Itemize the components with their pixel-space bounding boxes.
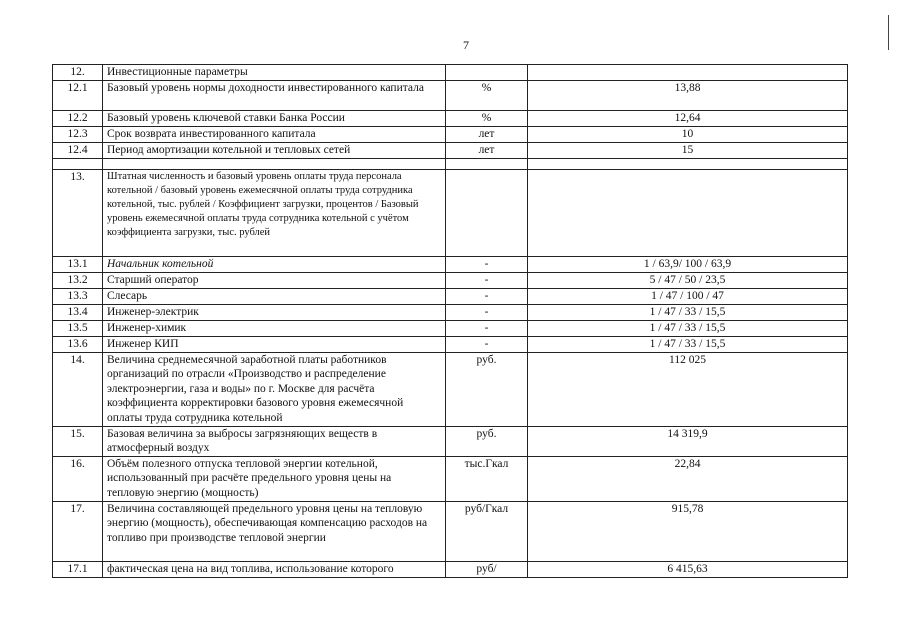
- row-name: Объём полезного отпуска тепловой энергии котельной, использованный при расчёте предельного уровня цены на тепловую энергию (мощность): [103, 456, 446, 501]
- row-number: 12.4: [53, 142, 103, 158]
- row-name: Инженер КИП: [103, 336, 446, 352]
- row-unit: -: [446, 272, 528, 288]
- page-edge-line: [888, 15, 889, 50]
- row-unit: %: [446, 110, 528, 126]
- row-value: [528, 65, 848, 81]
- table-row: [53, 320, 848, 336]
- row-number: 12.1: [53, 80, 103, 110]
- table-row: [53, 288, 848, 304]
- row-value: 915,78: [528, 501, 848, 561]
- row-value: 112 025: [528, 352, 848, 426]
- row-unit: %: [446, 80, 528, 110]
- row-unit: руб/: [446, 561, 528, 577]
- table-row: [53, 501, 848, 561]
- row-unit: -: [446, 288, 528, 304]
- table-row: [53, 561, 848, 577]
- row-name: Базовая величина за выбросы загрязняющих веществ в атмосферный воздух: [103, 426, 446, 456]
- row-unit: руб/Гкал: [446, 501, 528, 561]
- row-unit: [446, 65, 528, 81]
- row-value: 1 / 47 / 33 / 15,5: [528, 304, 848, 320]
- row-name: Величина среднемесячной заработной платы работников организаций по отрасли «Производство и распределение электроэнергии, газа и воды» по г. Москве для расчёта коэффициента корректировки базового уровня ежемесячной оплаты труда сотрудника котельной: [103, 352, 446, 426]
- table-row: [53, 80, 848, 110]
- row-value: 1 / 47 / 33 / 15,5: [528, 336, 848, 352]
- table-row: [53, 304, 848, 320]
- row-name: Срок возврата инвестированного капитала: [103, 126, 446, 142]
- row-number: 13.: [53, 169, 103, 256]
- row-name: Базовый уровень ключевой ставки Банка России: [103, 110, 446, 126]
- table-row: [53, 110, 848, 126]
- row-number: 13.1: [53, 256, 103, 272]
- row-unit: лет: [446, 142, 528, 158]
- row-value: 12,64: [528, 110, 848, 126]
- row-number: 15.: [53, 426, 103, 456]
- row-number: 17.1: [53, 561, 103, 577]
- table-row: [53, 456, 848, 501]
- row-number: 17.: [53, 501, 103, 561]
- row-value: 1 / 63,9/ 100 / 63,9: [528, 256, 848, 272]
- row-unit: лет: [446, 126, 528, 142]
- row-number: 13.5: [53, 320, 103, 336]
- row-value: 6 415,63: [528, 561, 848, 577]
- row-number: 13.4: [53, 304, 103, 320]
- row-name: Величина составляющей предельного уровня цены на тепловую энергию (мощность), обеспечивающая компенсацию расходов на топливо при производстве тепловой энергии: [103, 501, 446, 561]
- row-value: 1 / 47 / 33 / 15,5: [528, 320, 848, 336]
- row-unit: -: [446, 256, 528, 272]
- page-number: 7: [463, 38, 469, 52]
- row-number: 14.: [53, 352, 103, 426]
- row-number: 12.2: [53, 110, 103, 126]
- row-name: Старший оператор: [103, 272, 446, 288]
- row-name: Слесарь: [103, 288, 446, 304]
- row-value: 22,84: [528, 456, 848, 501]
- row-name: Период амортизации котельной и тепловых сетей: [103, 142, 446, 158]
- row-value: 1 / 47 / 100 / 47: [528, 288, 848, 304]
- row-number: 16.: [53, 456, 103, 501]
- row-unit: -: [446, 320, 528, 336]
- row-name: Начальник котельной: [103, 256, 446, 272]
- row-name: Инвестиционные параметры: [103, 65, 446, 81]
- row-unit: -: [446, 336, 528, 352]
- table-row: [53, 426, 848, 456]
- parameters-table: [52, 64, 848, 578]
- table-row: [53, 142, 848, 158]
- row-value: [528, 169, 848, 256]
- row-unit: руб.: [446, 352, 528, 426]
- row-unit: -: [446, 304, 528, 320]
- row-unit: тыс.Гкал: [446, 456, 528, 501]
- table-row: [53, 272, 848, 288]
- row-value: 13,88: [528, 80, 848, 110]
- row-number: 12.3: [53, 126, 103, 142]
- table-row: [53, 169, 848, 256]
- row-name: Инженер-электрик: [103, 304, 446, 320]
- row-name: Штатная численность и базовый уровень оплаты труда персонала котельной / базовый уровень ежемесячной оплаты труда сотрудника котельной, тыс. рублей / Коэффициент загрузки, процентов / Базовый уровень ежемесячной оплаты труда сотрудника котельной с учётом коэффициента загрузки, тыс. рублей: [103, 169, 446, 256]
- row-number: 13.6: [53, 336, 103, 352]
- row-value: 5 / 47 / 50 / 23,5: [528, 272, 848, 288]
- table-spacer-row: [53, 158, 848, 169]
- table-row: [53, 352, 848, 426]
- table-row: [53, 256, 848, 272]
- table-row: [53, 336, 848, 352]
- row-value: 15: [528, 142, 848, 158]
- row-unit: руб.: [446, 426, 528, 456]
- row-value: 10: [528, 126, 848, 142]
- table-row: [53, 65, 848, 81]
- row-name: Инженер-химик: [103, 320, 446, 336]
- row-unit: [446, 169, 528, 256]
- row-number: 13.2: [53, 272, 103, 288]
- row-name: фактическая цена на вид топлива, использование которого: [103, 561, 446, 577]
- row-value: 14 319,9: [528, 426, 848, 456]
- row-name: Базовый уровень нормы доходности инвестированного капитала: [103, 80, 446, 110]
- row-number: 13.3: [53, 288, 103, 304]
- table-row: [53, 126, 848, 142]
- row-number: 12.: [53, 65, 103, 81]
